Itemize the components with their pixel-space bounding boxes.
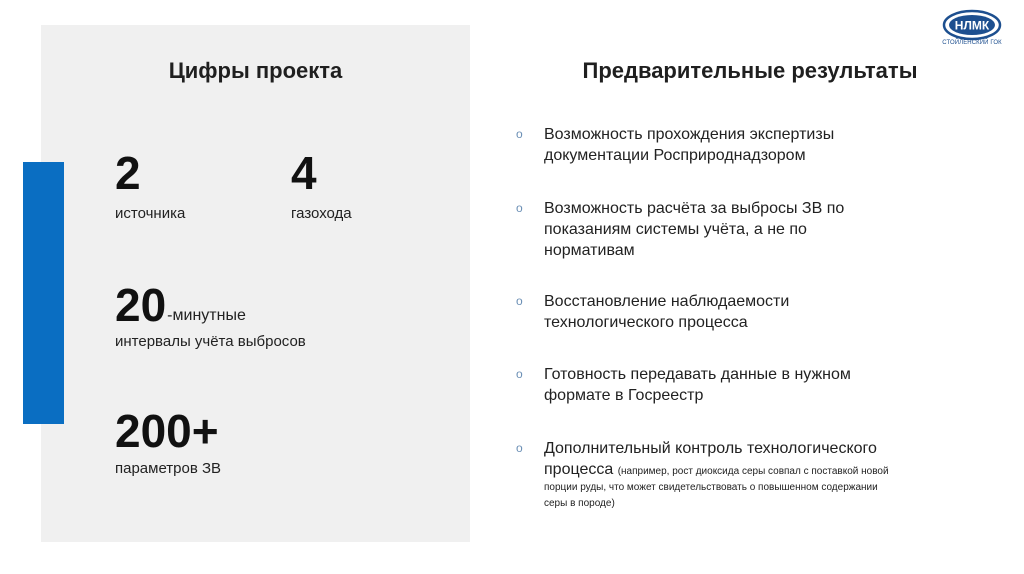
list-item (516, 438, 916, 512)
list-item (516, 198, 916, 261)
stat-label: газохода (291, 205, 352, 222)
bullet-icon: o (516, 201, 523, 215)
list-item-text: Дополнительный контроль технологического процесса (например, рост диоксида серы совпал с поставкой новой порции руды, что может свидетельствовать о повышенном содержании серы в породе) (544, 440, 889, 509)
list-item (516, 124, 916, 166)
bullet-icon: o (516, 441, 523, 455)
stat-suffix: -минутные (167, 307, 246, 324)
stat-value: 2 (115, 147, 141, 199)
left-title: Цифры проекта (168, 58, 343, 83)
list-item-text: Возможность расчёта за выбросы ЗВ по показаниям системы учёта, а не по нормативам (544, 200, 845, 259)
bullet-icon: o (516, 367, 523, 381)
logo-caption: СТОЙЛЕНСКИЙ ГОК (942, 40, 1002, 46)
list-item-text: Готовность передавать данные в нужном формате в Госреестр (544, 366, 851, 404)
stat-sources (115, 147, 186, 222)
stat-value: 200+ (115, 405, 219, 457)
accent-bar (23, 162, 64, 424)
logo-text: НЛМК (954, 18, 990, 33)
stat-label: параметров ЗВ (115, 460, 222, 477)
stat-label: источника (115, 205, 186, 222)
stat-label: интервалы учёта выбросов (115, 333, 306, 350)
stat-value: 4 (291, 147, 317, 199)
stat-value: 20 (115, 279, 167, 331)
list-item-text: Возможность прохождения экспертизы документации Росприроднадзором (544, 126, 835, 164)
stat-flues (291, 147, 352, 222)
bullet-icon: o (516, 127, 523, 141)
list-item (516, 364, 916, 406)
right-title: Предварительные результаты (582, 58, 918, 83)
stat-intervals (115, 279, 306, 350)
list-item-text: Восстановление наблюдаемости технологического процесса (544, 293, 790, 331)
bullet-icon: o (516, 294, 523, 308)
list-item (516, 291, 916, 333)
stat-parameters (115, 405, 222, 477)
